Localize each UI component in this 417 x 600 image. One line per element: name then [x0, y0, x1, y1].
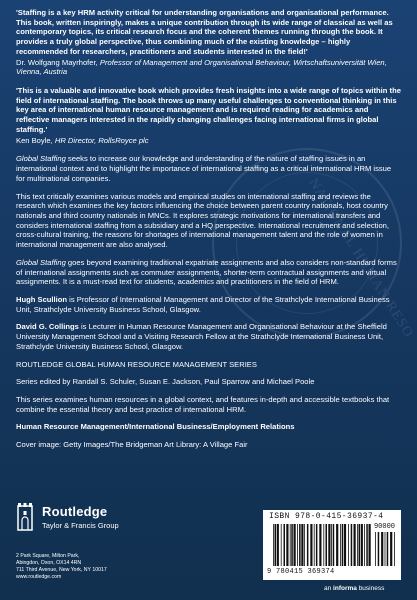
isbn-number: ISBN 978-0-415-36937-4 [269, 512, 384, 521]
barcode-bar [340, 524, 341, 566]
publisher-name: Routledge [42, 504, 108, 519]
barcode-bar [275, 524, 277, 566]
barcode-bar [273, 524, 274, 566]
routledge-logo [16, 496, 156, 546]
barcode-digits: 9 780415 369374 [267, 568, 335, 576]
barcode-bar [361, 524, 363, 566]
barcode-bar [387, 532, 389, 566]
barcode-bar [381, 532, 383, 566]
watermark-seal-text: NATIONAL HUMAN RESO [305, 176, 416, 341]
barcode-addon-bars [375, 532, 397, 566]
quote-1-author: Dr. Wolfgang Mayrhofer, [16, 57, 98, 67]
routledge-tower-icon [16, 502, 34, 532]
barcode-bar [331, 524, 332, 566]
barcode-bar [310, 524, 312, 566]
barcode-bar [290, 524, 291, 566]
publisher-footer [0, 496, 417, 600]
barcode-bar [364, 524, 365, 566]
barcode-bar [307, 524, 309, 566]
barcode-bar [385, 532, 386, 566]
barcode-bar [294, 524, 296, 566]
barcode-bar [354, 524, 356, 566]
quote-1-attribution [16, 58, 401, 77]
barcode-bar [291, 524, 293, 566]
barcode-bars [273, 524, 371, 566]
barcode-bar [359, 524, 361, 566]
barcode-bar [357, 524, 358, 566]
description-paragraph-3: Global Staffing goes beyond examining traditional expatriate assignments and also considers non-standard forms of international assignments such as commuter assignments, shorter-term contractual assignments and virtual assignments. It is a must-read text for students, academics and practitioners in the field of HRM. [16, 257, 397, 287]
quote-2: 'This is a valuable and innovative book which provides fresh insights into a wide range of topics within the field of international staffing. The book throws up many useful challenges to conventional thinking in this key area of international human resource management and is required reading for academics and reflective managers interested in the rapidly changing challenges facing international firms in global staffing.' [16, 86, 401, 134]
barcode-bar [297, 524, 298, 566]
editor-name: David G. Collings [16, 322, 79, 332]
address-line: 2 Park Square, Milton Park, [16, 553, 80, 559]
barcode-bar [277, 524, 279, 566]
barcode-bar [333, 524, 335, 566]
address-line: 711 Third Avenue, New York, NY 10017 [16, 567, 107, 574]
quote-1: 'Staffing is a key HRM activity critical for understanding organisations and organisational performance. This book, written inspiringly, makes a unique contribution through its wide range of classical as well as contemporary topics, its critical research focus and the coherent themes running through the book. It provides a truly global perspective, thus combining much of the existing knowledge – highly recommended for researchers, practitioners and students interested in the field!' [16, 8, 393, 56]
barcode-bar [304, 524, 305, 566]
barcode-bar [394, 532, 395, 566]
barcode-bar [348, 524, 349, 566]
cover-image-credit: Cover image: Getty Images/The Bridgeman Art Library: A Village Fair [16, 440, 248, 450]
publisher-website: www.routledge.com [16, 574, 62, 581]
book-title: Global Staffing [16, 154, 66, 164]
series-description: This series examines human resources in a global context, and features in-depth and accessible textbooks that combine the essential theory and best practice of international HRM. [16, 395, 390, 414]
address-line: Abingdon, Oxon, OX14 4RN [16, 560, 82, 567]
quote-2-affiliation: HR Director, RollsRoyce plc [54, 135, 149, 145]
barcode-bar [323, 524, 324, 566]
isbn-barcode [263, 510, 401, 580]
barcode-bar [344, 524, 346, 566]
quote-2-attribution [16, 136, 401, 146]
cover-text [16, 8, 401, 450]
barcode-bar [284, 524, 286, 566]
barcode-bar [286, 524, 288, 566]
barcode-bar [301, 524, 303, 566]
editor-name: Hugh Scullion [16, 294, 68, 304]
barcode-bar [375, 532, 376, 566]
quote-1-affiliation: Professor of Management and Organisational Behaviour, Wirtschaftsuniversität Wien, Vienna, Austria [16, 57, 387, 77]
quote-2-author: Ken Boyle, [16, 135, 53, 145]
barcode-bar [342, 524, 344, 566]
barcode-bar [316, 524, 318, 566]
barcode-bar [299, 524, 301, 566]
barcode-bar [319, 524, 321, 566]
barcode-bar [366, 524, 368, 566]
publisher-address [16, 553, 166, 581]
barcode-bar [328, 524, 330, 566]
informa-tagline: an informa business [324, 585, 385, 592]
book-title: Global Staffing [16, 257, 66, 267]
barcode-bar [281, 524, 282, 566]
editor-bio-1: Hugh Scullion is Professor of International Management and Director of the Strathclyde International Business Unit, Strathclyde University Business School, Glasgow. [16, 294, 390, 314]
description-paragraph-1: Global Staffing seeks to increase our knowledge and understanding of the nature of staffing issues in an international context and to highlight the importance of international staffing as a critical international HRM issue for multinational companies. [16, 154, 392, 183]
barcode-bar [390, 532, 392, 566]
informa-brand: informa [333, 585, 357, 592]
barcode-bar [369, 524, 371, 566]
publisher-group: Taylor & Francis Group [42, 521, 119, 530]
barcode-bar [326, 524, 328, 566]
barcode-bar [314, 524, 315, 566]
barcode-bar [351, 524, 353, 566]
barcode-bar [378, 532, 380, 566]
barcode-bar [336, 524, 338, 566]
subject-categories: Human Resource Management/International Business/Employment Relations [16, 422, 295, 432]
price-code: 90000 [373, 523, 395, 531]
editor-bio-2: David G. Collings is Lecturer in Human Resource Management and Organisational Behaviour at the Sheffield University Management School and a Visiting Research Fellow at the Strathclyde International Business Unit, Strathclyde University Business School, Glasgow. [16, 322, 387, 351]
series-title: ROUTLEDGE GLOBAL HUMAN RESOURCE MANAGEMENT SERIES [16, 359, 257, 369]
description-paragraph-2: This text critically examines various models and empirical studies on international staffing and reviews the research which examines the key factors influencing the choice between parent country nationals, host country nationals and third country nationals in MNCs. It explores strategic motivations for international transfers and considers international staffing from a subsidiary and a HQ perspective. International recruitment and selection, cross-cultural training, the reasons for shortages of international management talent and the role of women in international management are also analysed. [16, 191, 389, 250]
series-editors: Series edited by Randall S. Schuler, Susan E. Jackson, Paul Sparrow and Michael Poole [16, 377, 315, 387]
